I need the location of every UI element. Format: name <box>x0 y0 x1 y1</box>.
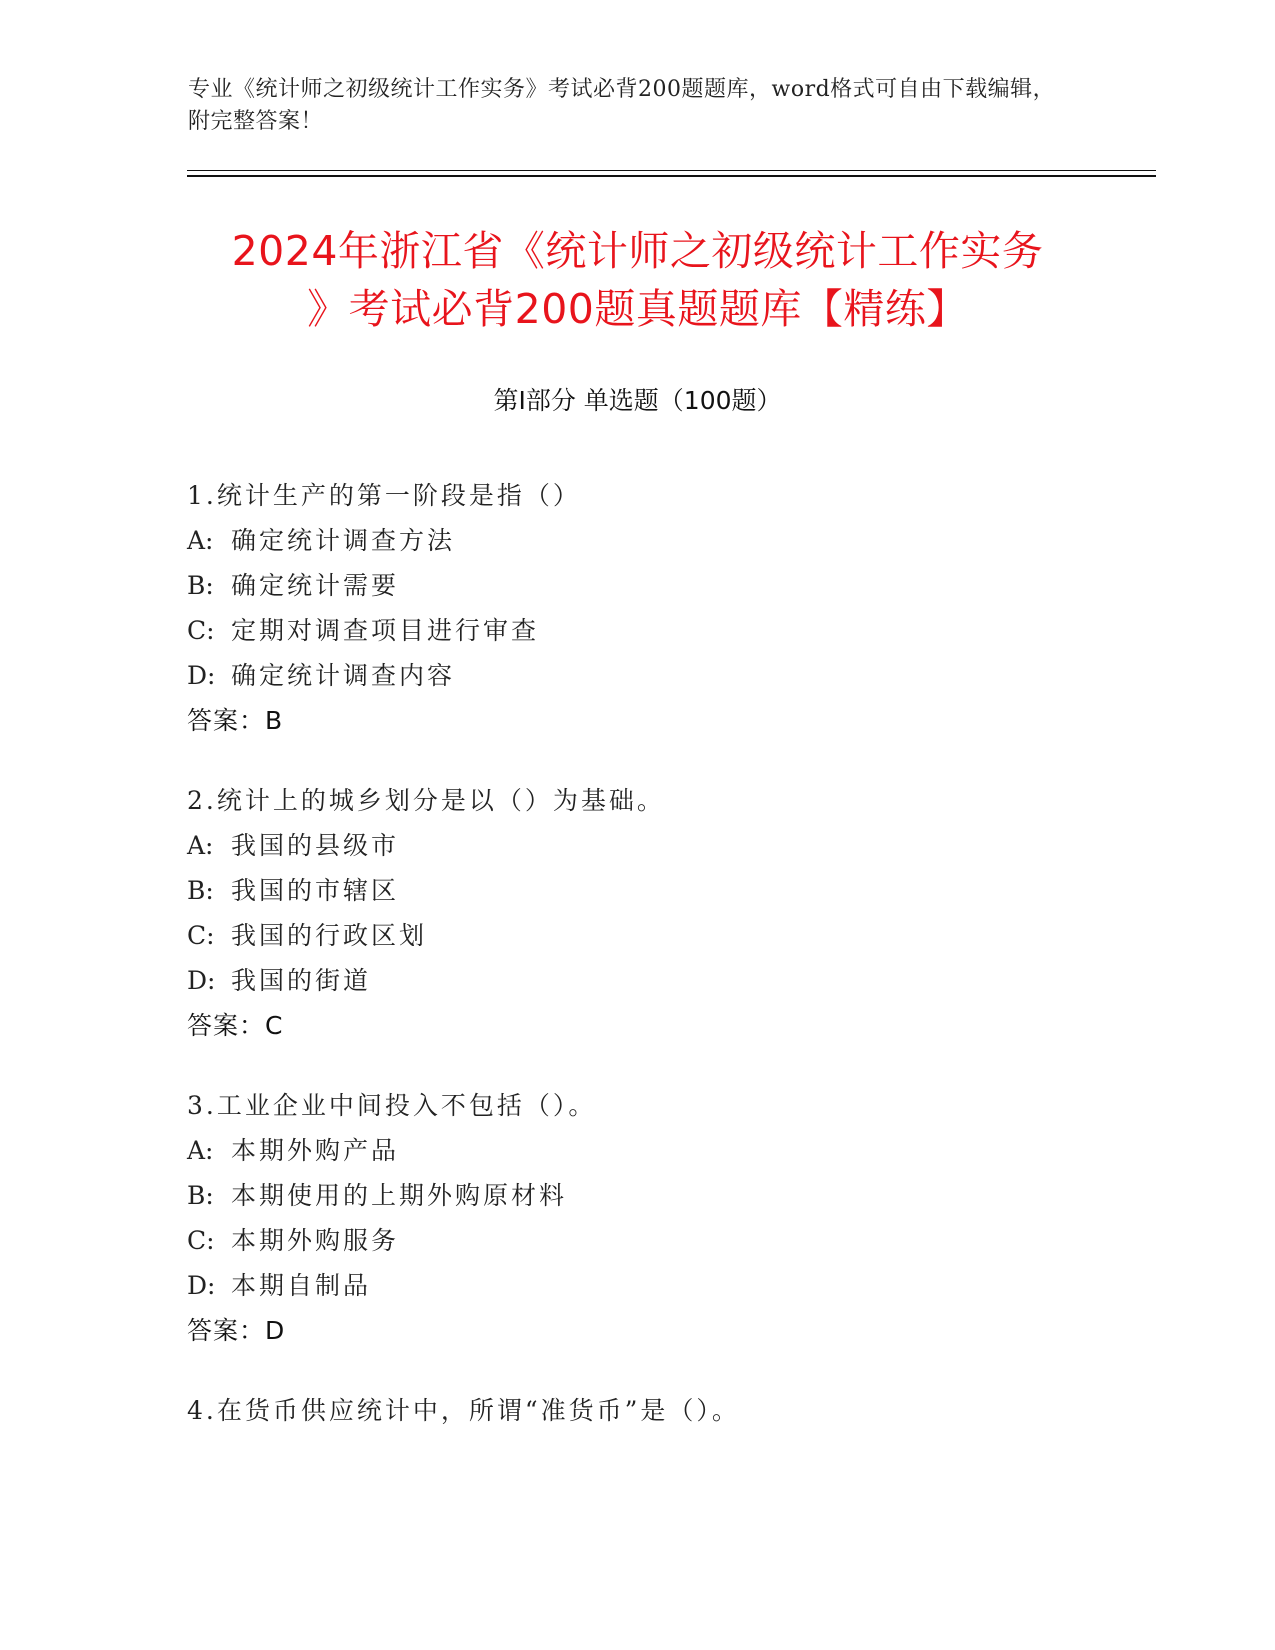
option-key: C: <box>187 1226 215 1255</box>
option-c <box>187 913 1147 958</box>
question-stem: 3.工业企业中间投入不包括（）。 <box>187 1091 597 1120</box>
option-text: 我国的行政区划 <box>231 921 428 950</box>
answer: 答案：B <box>187 706 284 735</box>
option-key: B: <box>187 571 214 600</box>
question-stem: 4.在货币供应统计中，所谓“准货币”是（）。 <box>187 1396 740 1425</box>
option-text: 确定统计调查内容 <box>231 661 456 690</box>
option-c <box>187 608 1147 653</box>
option-text: 定期对调查项目进行审查 <box>231 616 540 645</box>
option-d <box>187 653 1147 698</box>
question-1 <box>187 473 1147 743</box>
document-title <box>150 222 1125 338</box>
option-d <box>187 958 1147 1003</box>
option-a <box>187 1128 1147 1173</box>
option-c <box>187 1218 1147 1263</box>
header-note: 专业《统计师之初级统计工作实务》考试必背200题题库，word格式可自由下载编辑，附完整答案！ <box>188 77 1056 134</box>
question-3 <box>187 1083 1147 1353</box>
header-rule-thin <box>187 170 1156 171</box>
option-b <box>187 1173 1147 1218</box>
option-text: 本期自制品 <box>231 1271 372 1300</box>
option-b <box>187 563 1147 608</box>
question-4 <box>187 1388 1147 1433</box>
option-text: 本期外购产品 <box>231 1136 400 1165</box>
option-text: 本期外购服务 <box>231 1226 400 1255</box>
answer: 答案：D <box>187 1316 286 1345</box>
option-key: A: <box>187 526 214 555</box>
option-a <box>187 518 1147 563</box>
option-key: C: <box>187 921 215 950</box>
option-key: B: <box>187 876 214 905</box>
question-list <box>187 473 1147 1468</box>
title-line-2: 》考试必背200题真题题库【精练】 <box>307 285 968 333</box>
option-a <box>187 823 1147 868</box>
option-key: A: <box>187 831 214 860</box>
option-key: C: <box>187 616 215 645</box>
question-2 <box>187 778 1147 1048</box>
option-text: 确定统计调查方法 <box>231 526 456 555</box>
header-rule-thick <box>187 175 1156 177</box>
option-key: A: <box>187 1136 214 1165</box>
option-text: 我国的街道 <box>231 966 372 995</box>
option-text: 确定统计需要 <box>231 571 400 600</box>
option-text: 我国的县级市 <box>231 831 400 860</box>
option-text: 我国的市辖区 <box>231 876 400 905</box>
option-key: B: <box>187 1181 214 1210</box>
option-b <box>187 868 1147 913</box>
answer: 答案：C <box>187 1011 284 1040</box>
question-stem: 2.统计上的城乡划分是以（）为基础。 <box>187 786 665 815</box>
title-line-1: 2024年浙江省《统计师之初级统计工作实务 <box>231 227 1044 275</box>
option-key: D: <box>187 1271 216 1300</box>
option-d <box>187 1263 1147 1308</box>
question-stem: 1.统计生产的第一阶段是指（） <box>187 481 581 510</box>
option-key: D: <box>187 966 216 995</box>
section-title: 第I部分 单选题（100题） <box>493 386 782 415</box>
option-text: 本期使用的上期外购原材料 <box>231 1181 568 1210</box>
option-key: D: <box>187 661 216 690</box>
